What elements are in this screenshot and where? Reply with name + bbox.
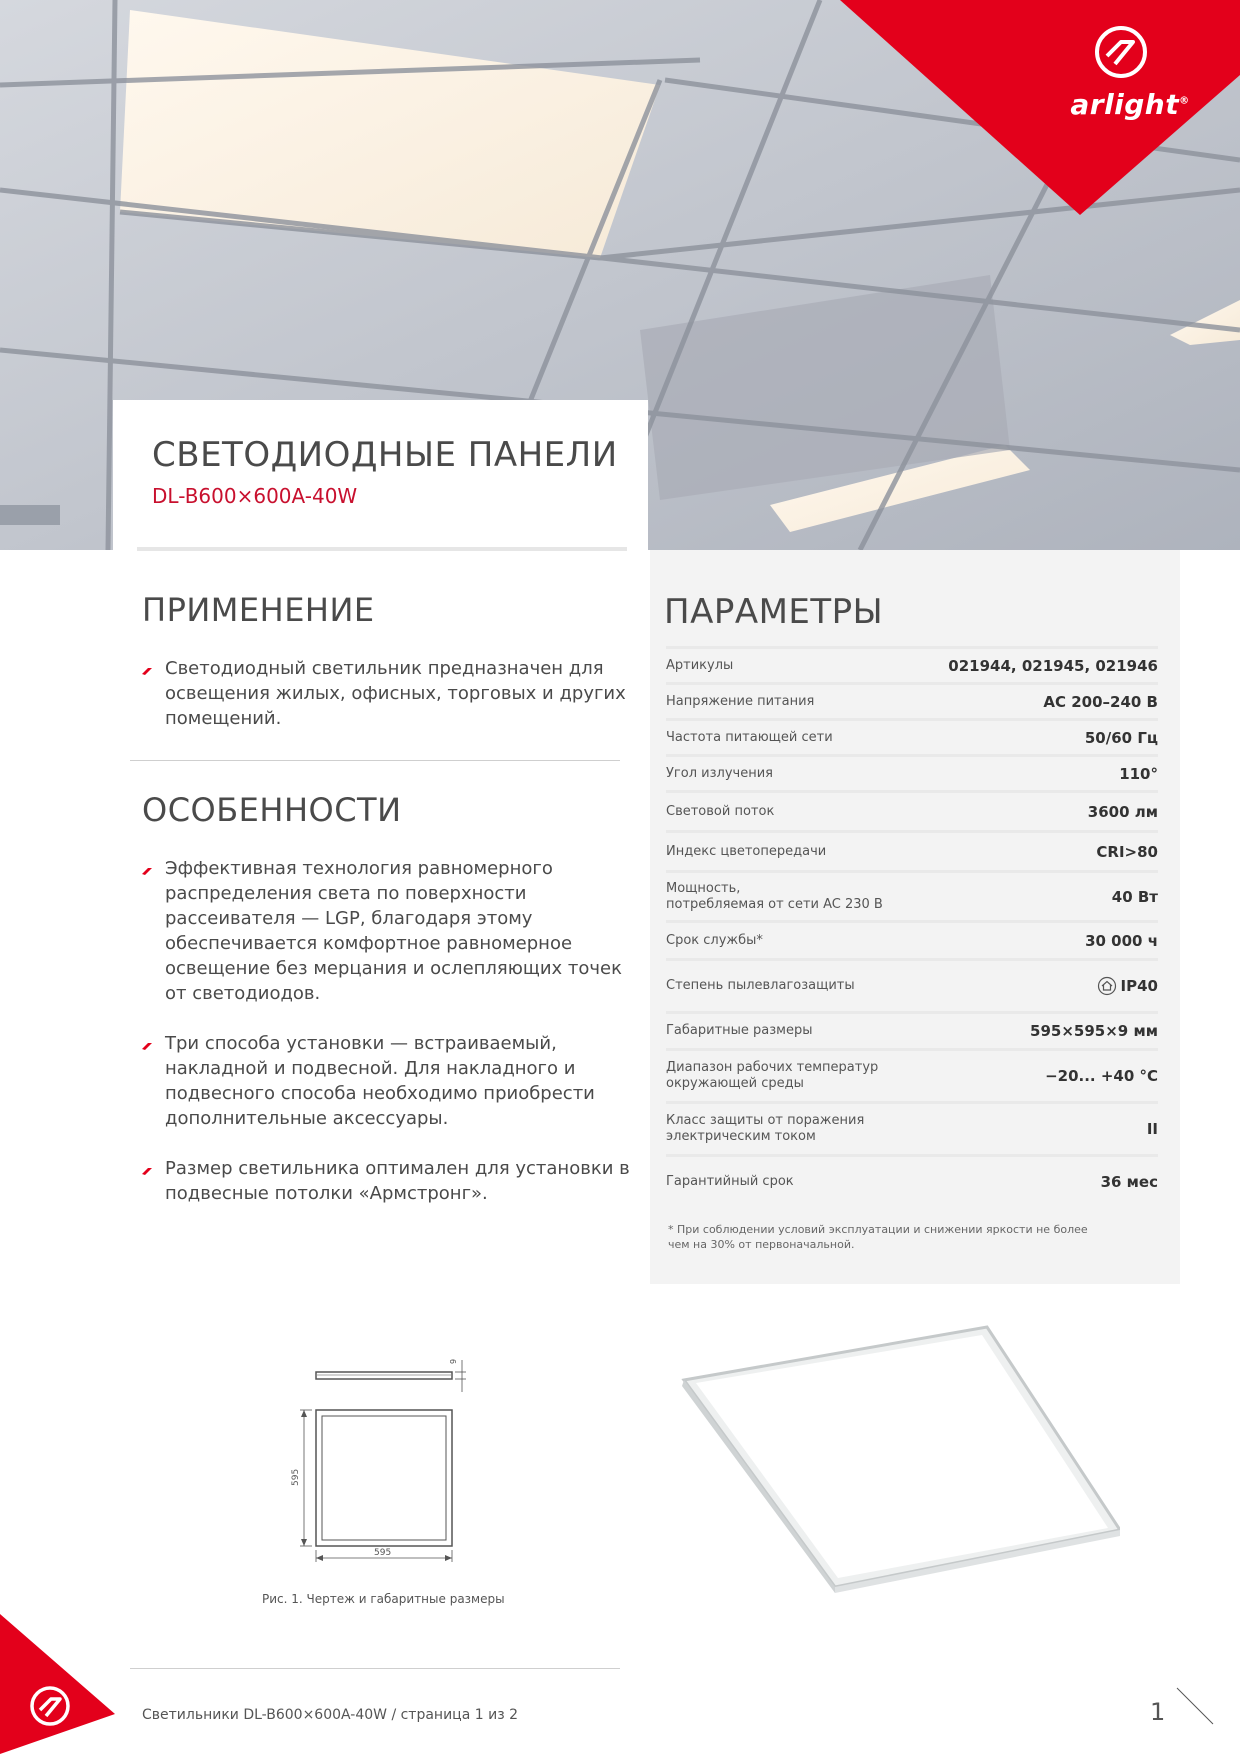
parameters-heading: ПАРАМЕТРЫ — [664, 592, 884, 632]
height-label: 595 — [291, 1468, 301, 1486]
param-row — [666, 685, 1158, 721]
param-value: AC 200–240 В — [1043, 692, 1158, 711]
arrow-bullet-icon — [140, 662, 154, 676]
thickness-label: 9 — [449, 1358, 458, 1364]
param-value: 30 000 ч — [1085, 931, 1158, 950]
param-value: 021944, 021945, 021946 — [948, 656, 1158, 675]
footer-text: Светильники DL-B600×600A-40W / страница 1 из 2 — [142, 1707, 518, 1723]
parameters-footnote: * При соблюдении условий эксплуатации и снижении яркости не более чем на 30% от первоначальной. — [668, 1223, 1088, 1251]
param-row — [666, 1157, 1158, 1207]
title-divider — [137, 547, 627, 551]
param-label: Гарантийный срок — [666, 1174, 794, 1189]
width-label: 595 — [374, 1548, 392, 1558]
param-row — [666, 1104, 1158, 1157]
param-label: Степень пылевлагозащиты — [666, 978, 855, 993]
technical-drawing — [290, 1350, 480, 1570]
param-label: Индекс цветопередачи — [666, 843, 827, 859]
param-value: CRI>80 — [1096, 842, 1158, 861]
footer-brand-triangle — [0, 1614, 120, 1754]
application-item: Светодиодный светильник предназначен для освещения жилых, офисных, торговых и других помещений. — [140, 656, 630, 731]
arrow-bullet-icon — [140, 1037, 154, 1051]
param-label: Угол излучения — [666, 765, 773, 781]
param-label: Срок службы* — [666, 932, 763, 948]
param-row — [666, 961, 1158, 1014]
param-label: Частота питающей сети — [666, 729, 833, 745]
param-row — [666, 1014, 1158, 1051]
panel-side-view — [316, 1372, 452, 1379]
feature-item: Эффективная технология равномерного распределения света по поверхности рассеивателя — LGP, благодаря этому обеспечивается комфортное равномерное освещение без мерцания и ослепляющих точек от светодиодов. — [140, 856, 630, 1006]
param-row — [666, 833, 1158, 873]
param-value: 36 мес — [1100, 1173, 1158, 1191]
param-value: 3600 лм — [1087, 802, 1158, 821]
param-value: II — [1146, 1120, 1158, 1138]
drawing-caption: Рис. 1. Чертеж и габаритные размеры — [262, 1592, 505, 1606]
param-row — [666, 757, 1158, 793]
application-heading: ПРИМЕНЕНИЕ — [142, 591, 375, 629]
param-row — [666, 793, 1158, 833]
product-photo — [680, 1320, 1120, 1620]
param-value: −20... +40 °C — [1045, 1067, 1158, 1085]
param-row — [666, 873, 1158, 923]
param-label: Габаритные размеры — [666, 1023, 813, 1038]
section-divider — [130, 760, 620, 761]
param-label: Световой поток — [666, 803, 775, 819]
ip-house-icon — [1097, 976, 1117, 996]
param-row — [666, 721, 1158, 757]
title-card — [113, 400, 648, 550]
page-title: СВЕТОДИОДНЫЕ ПАНЕЛИ — [152, 435, 618, 475]
footer-slash-decoration — [1175, 1686, 1215, 1726]
param-row — [666, 649, 1158, 685]
footer-divider — [130, 1668, 620, 1669]
param-value: IP40 — [1097, 976, 1158, 996]
param-label: Напряжение питания — [666, 693, 815, 709]
param-value: 40 Вт — [1111, 887, 1158, 906]
features-heading: ОСОБЕННОСТИ — [142, 791, 402, 829]
arlight-emblem-icon — [1093, 24, 1149, 80]
model-name: DL-B600×600A-40W — [152, 484, 358, 508]
param-row — [666, 1051, 1158, 1104]
param-value: 50/60 Гц — [1084, 728, 1158, 747]
param-value: 595×595×9 мм — [1030, 1022, 1158, 1040]
page-number: 1 — [1150, 1698, 1166, 1726]
feature-item: Три способа установки — встраиваемый, накладной и подвесной. Для накладного и подвесного способа необходимо приобрести дополнительные аксессуары. — [140, 1031, 630, 1131]
brand-logo[interactable]: arlight® — [1070, 88, 1190, 121]
param-value: 110° — [1119, 764, 1158, 783]
param-label: Диапазон рабочих температур окружающей среды — [666, 1060, 879, 1091]
feature-item: Размер светильника оптимален для установки в подвесные потолки «Армстронг». — [140, 1156, 630, 1206]
param-label: Мощность, потребляемая от сети AC 230 В — [666, 880, 883, 912]
param-row — [666, 923, 1158, 961]
arrow-bullet-icon — [140, 1162, 154, 1176]
panel-front-view — [316, 1410, 452, 1546]
param-label: Класс защиты от поражения электрическим током — [666, 1113, 865, 1144]
param-label: Артикулы — [666, 657, 734, 673]
arrow-bullet-icon — [140, 862, 154, 876]
